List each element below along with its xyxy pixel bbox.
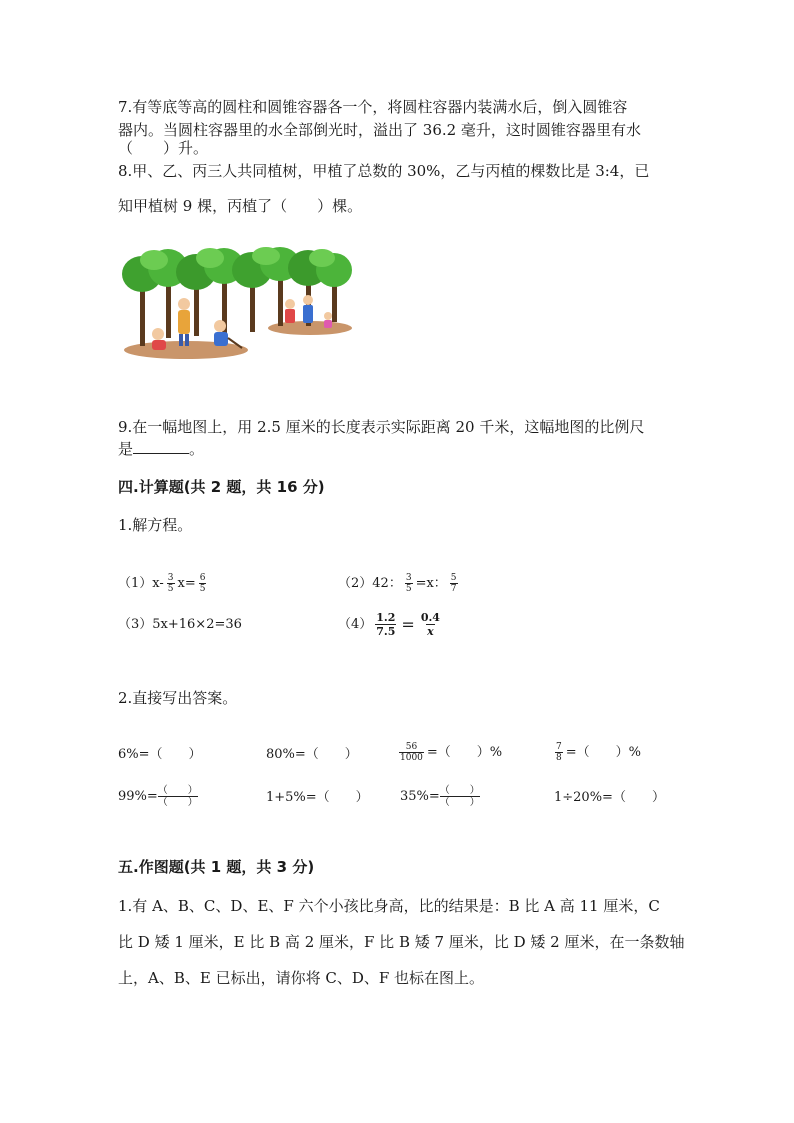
eq4-label: （4） [338,616,373,632]
eq2-label: （2）42： [338,575,402,591]
eq2-mid: =x： [415,575,447,591]
q9-line-1: 9.在一幅地图上，用 2.5 厘米的长度表示实际距离 20 千米，这幅地图的比例尺 [118,418,645,436]
blank-fraction: （ ） （ ） [157,785,198,808]
q8-line-1: 8.甲、乙、丙三人共同植树，甲植了总数的 30%，乙与丙植的棵数比是 3:4，已 [118,162,650,180]
section-4-q2-title: 2.直接写出答案。 [118,689,238,707]
eq4-frac-1: $\frac{1.2}{7.5}$ [376,611,396,638]
blank-fraction: （ ） （ ） [439,785,480,808]
section-5-line-2: 比 D 矮 1 厘米，E 比 B 高 2 厘米，F 比 B 矮 7 厘米，比 D 矮 2 厘米，在一条数轴 [118,933,685,951]
section-4-title: 四.计算题(共 2 题，共 16 分) [118,478,325,496]
q9-line-2 [118,439,204,459]
section-5-line-1: 1.有 A、B、C、D、E、F 六个小孩比身高，比的结果是：B 比 A 高 11 厘米，C [118,897,660,915]
q7-line-1: 7.有等底等高的圆柱和圆锥容器各一个，将圆柱容器内装满水后，倒入圆锥容 [118,98,628,116]
section-5-line-3: 上，A、B、E 已标出，请你将 C、D、F 也标在图上。 [118,969,485,987]
answer-1-plus-5-percent: 1+5%=（ ） [266,790,369,805]
q7-line-3: （ ）升。 [118,139,209,157]
q8-line-2: 知甲植树 9 棵，丙植了（ ）棵。 [118,197,363,215]
equation-4 [338,611,444,638]
answer-35-percent: 35%= （ ） （ ） [400,785,480,808]
eq2-frac-1: $\frac{3}{5}$ [405,573,412,594]
tree-canopies [122,247,352,292]
equation-1 [118,573,209,594]
eq1-label: （1）x- [118,575,164,591]
answer-56-over-1000: $\frac{56}{1000}$ =（ ）% [400,742,503,763]
answer-6-percent: 6%=（ ） [118,747,202,762]
eq1-frac-2: $\frac{6}{5}$ [199,573,206,594]
q9-prefix: 是 [118,440,134,458]
eq1-mid: x= [177,575,196,591]
q9-suffix: 。 [189,440,205,458]
answer-99-percent: 99%= （ ） （ ） [118,785,198,808]
answer-1-div-20-percent: 1÷20%=（ ） [554,790,665,805]
answer-blank [133,439,189,454]
eq4-frac-2: $\frac{0.4}{x}$ [420,611,440,638]
answer-7-over-8: $\frac{7}{8}$ =（ ）% [556,742,641,763]
answer-80-percent: 80%=（ ） [266,747,358,762]
eq1-frac-1: $\frac{3}{5}$ [167,573,174,594]
eq2-frac-2: $\frac{5}{7}$ [450,573,457,594]
tree-planting-illustration [118,246,364,368]
eq4-mid: = [401,614,415,634]
section-4-q1-title: 1.解方程。 [118,516,193,534]
equation-2 [338,573,461,594]
equation-3: （3）5x+16×2=36 [118,617,242,632]
section-5-title: 五.作图题(共 1 题，共 3 分) [118,858,315,876]
q7-line-2: 器内。当圆柱容器里的水全部倒光时，溢出了 36.2 毫升，这时圆锥容器里有水 [118,121,641,139]
